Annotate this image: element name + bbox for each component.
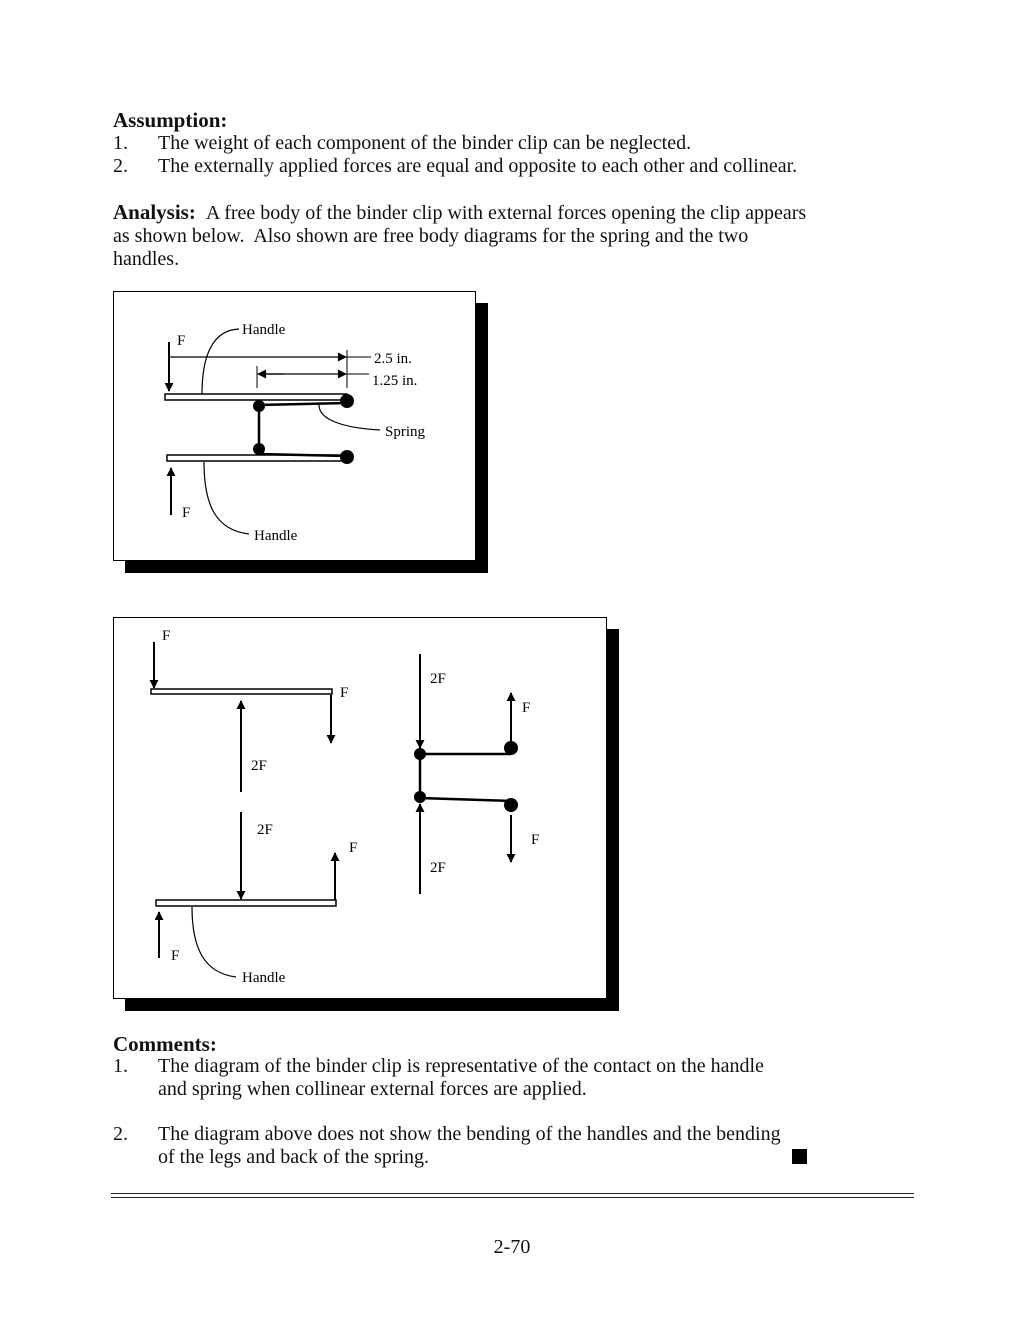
spring-end: [340, 394, 354, 408]
assumption-item-text: The externally applied forces are equal and opposite to each other and collinear.: [158, 155, 798, 177]
analysis-line-2: as shown below. Also shown are free body diagrams for the spring and the two: [113, 225, 749, 247]
force-label: F: [182, 505, 191, 521]
handle-top: [165, 394, 347, 400]
force-label: 2F: [257, 822, 273, 838]
figure1-diagram: [114, 292, 477, 562]
force-label: 2F: [251, 758, 267, 774]
force-label: F: [171, 948, 180, 964]
assumption-item-text: The weight of each component of the binder clip can be neglected.: [158, 132, 692, 154]
analysis-paragraph: [113, 201, 913, 271]
spring-joint: [414, 791, 426, 803]
spring-end: [504, 741, 518, 755]
comment-item-1: [113, 1055, 913, 1101]
force-label: F: [340, 685, 349, 701]
spring: [259, 403, 347, 456]
figure2-diagram: [114, 618, 608, 1000]
force-label: 2F: [430, 671, 446, 687]
comment-item-number: 2.: [113, 1123, 128, 1145]
handle-label: Handle: [242, 322, 286, 338]
figure1-box: [113, 291, 476, 561]
page-number: 2-70: [493, 1236, 531, 1258]
analysis-line-3: handles.: [113, 248, 180, 270]
spring-end: [504, 798, 518, 812]
analysis-text: A free body of the binder clip with external forces opening the clip appears: [205, 202, 807, 224]
force-label: F: [349, 840, 358, 856]
spring: [420, 754, 511, 801]
end-of-solution-mark: [792, 1149, 807, 1164]
handle-label: Handle: [242, 970, 286, 986]
handle-leader: [204, 462, 249, 534]
spring-joint: [414, 748, 426, 760]
analysis-heading: Analysis:: [113, 200, 196, 224]
footer-rule: [111, 1197, 914, 1198]
comment-item-line: and spring when collinear external forces are applied.: [158, 1078, 587, 1100]
assumption-item-1: [113, 132, 913, 155]
assumption-heading: Assumption:: [113, 108, 228, 132]
handle-leader: [192, 907, 236, 977]
spring-label: Spring: [385, 424, 426, 440]
assumption-item-number: 2.: [113, 155, 128, 177]
assumption-item-number: 1.: [113, 132, 128, 154]
comments-heading: Comments:: [113, 1032, 217, 1056]
comment-item-line: of the legs and back of the spring.: [158, 1146, 430, 1168]
spring-end: [340, 450, 354, 464]
handle-leader: [202, 329, 239, 394]
handle-top: [151, 689, 332, 694]
footer-rule: [111, 1193, 914, 1194]
force-label: F: [162, 628, 171, 644]
handle-label: Handle: [254, 528, 298, 544]
force-label: F: [177, 333, 186, 349]
force-label: F: [531, 832, 540, 848]
analysis-line-1: [113, 201, 913, 225]
comment-item-line: The diagram of the binder clip is representative of the contact on the handle: [158, 1055, 764, 1077]
spring-leader: [319, 405, 380, 430]
comment-item-line: The diagram above does not show the bending of the handles and the bending: [158, 1123, 781, 1145]
spring-joint: [253, 400, 265, 412]
spring-joint: [253, 443, 265, 455]
figure2-box: [113, 617, 607, 999]
assumption-item-2: [113, 155, 913, 178]
dimension-label-outer: 2.5 in.: [374, 351, 412, 367]
comment-item-number: 1.: [113, 1055, 128, 1077]
handle-bottom: [156, 900, 336, 906]
force-label: F: [522, 700, 531, 716]
force-label: 2F: [430, 860, 446, 876]
dimension-label-inner: 1.25 in.: [372, 373, 418, 389]
